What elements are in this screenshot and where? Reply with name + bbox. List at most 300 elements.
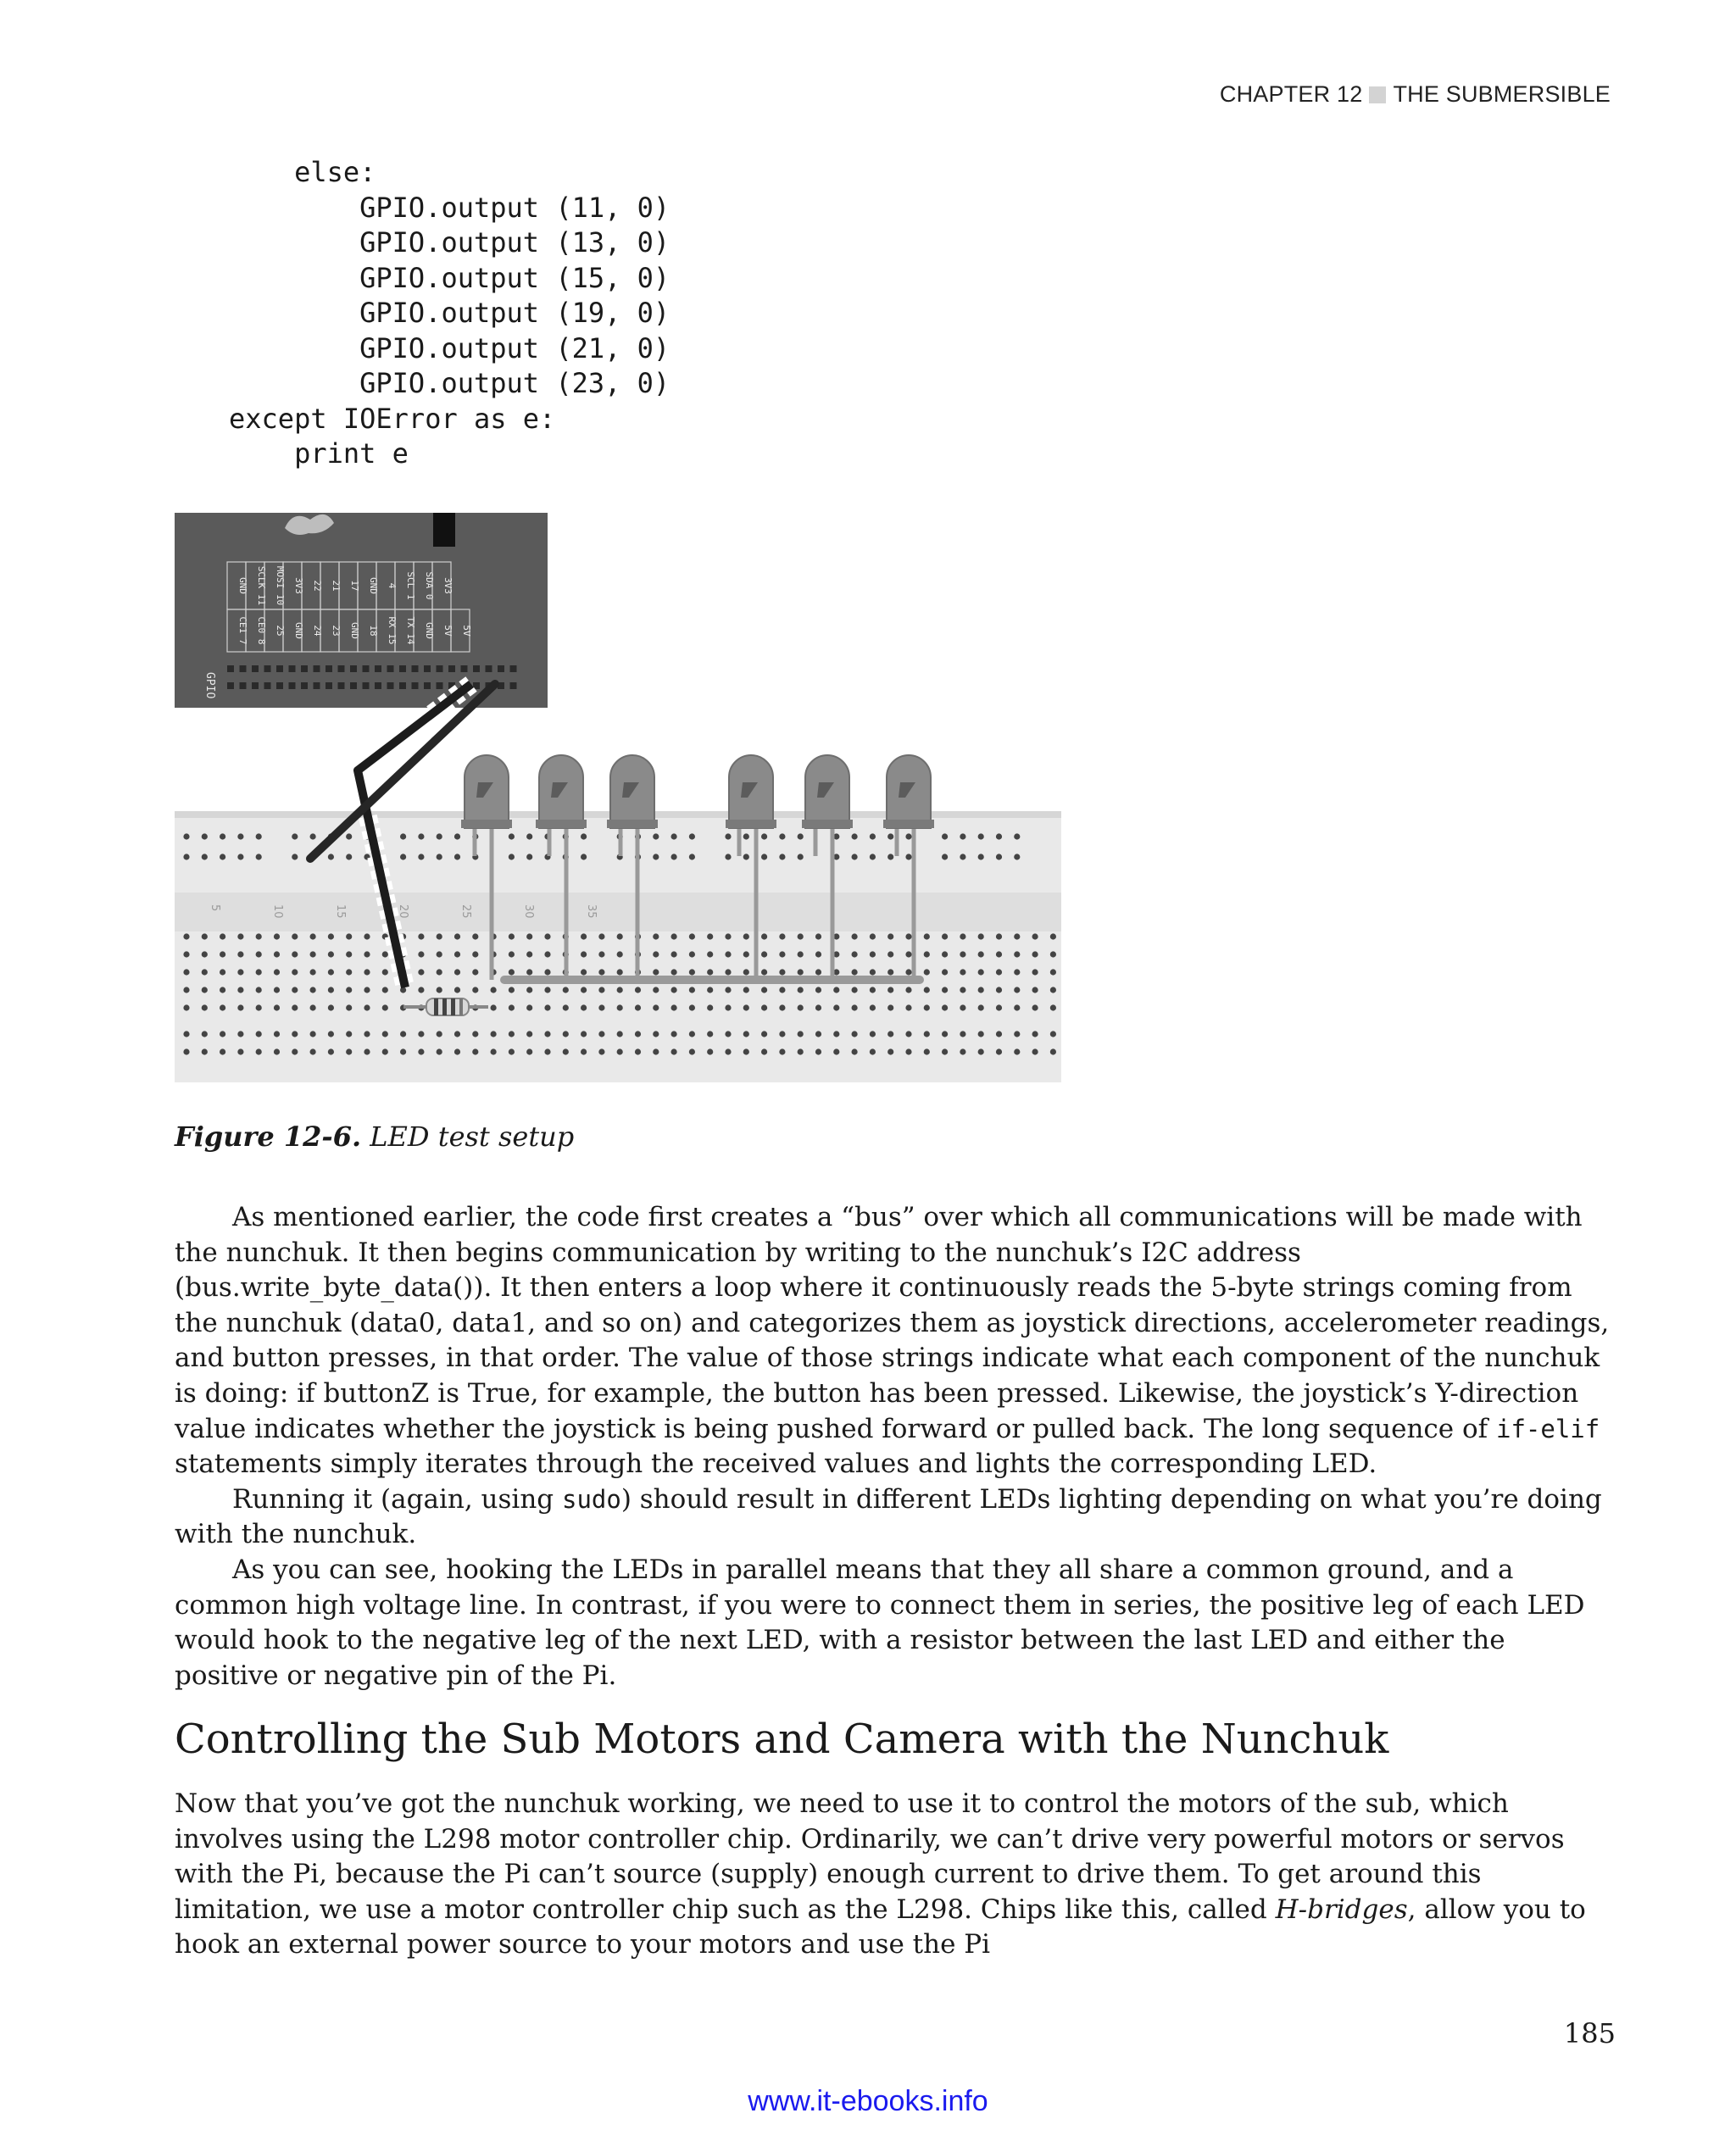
header-pin bbox=[363, 682, 370, 689]
breadboard-hole bbox=[292, 987, 298, 993]
breadboard-hole bbox=[671, 951, 677, 957]
header-pin bbox=[387, 682, 394, 689]
breadboard-hole bbox=[472, 1048, 478, 1054]
breadboard-hole bbox=[798, 854, 804, 859]
breadboard-hole bbox=[256, 833, 262, 839]
breadboard-hole bbox=[779, 951, 785, 957]
header-pin bbox=[498, 665, 504, 672]
pin-label: CE0 8 bbox=[256, 616, 267, 645]
header-pin bbox=[437, 665, 443, 672]
breadboard-hole bbox=[924, 1031, 930, 1037]
breadboard-hole bbox=[274, 933, 280, 939]
figure-caption bbox=[175, 1121, 574, 1153]
column-number: 20 bbox=[397, 904, 409, 919]
header-pin bbox=[412, 682, 419, 689]
pin-label: 25 bbox=[275, 625, 286, 637]
breadboard-hole bbox=[761, 951, 767, 957]
breadboard-hole bbox=[978, 987, 984, 993]
breadboard-hole bbox=[671, 987, 677, 993]
breadboard-hole bbox=[544, 1048, 550, 1054]
column-number: 5 bbox=[209, 904, 221, 912]
breadboard-hole bbox=[237, 833, 243, 839]
breadboard-hole bbox=[563, 1031, 569, 1037]
breadboard-hole bbox=[707, 1004, 713, 1010]
pin-label: RX 15 bbox=[387, 616, 398, 645]
breadboard-hole bbox=[653, 854, 659, 859]
breadboard-hole bbox=[1032, 951, 1038, 957]
breadboard-hole bbox=[1032, 987, 1038, 993]
breadboard-hole bbox=[689, 833, 695, 839]
pin-label: 5V bbox=[461, 625, 472, 637]
breadboard-hole bbox=[346, 969, 352, 975]
led bbox=[883, 755, 934, 828]
breadboard-hole bbox=[798, 1031, 804, 1037]
breadboard-hole bbox=[635, 1004, 641, 1010]
breadboard-hole bbox=[1050, 1004, 1056, 1010]
breadboard-hole bbox=[653, 933, 659, 939]
breadboard-hole bbox=[526, 987, 532, 993]
breadboard-hole bbox=[798, 951, 804, 957]
pin-label: SCL 1 bbox=[405, 571, 416, 600]
breadboard-hole bbox=[743, 854, 749, 859]
breadboard-hole bbox=[905, 1048, 911, 1054]
breadboard-hole bbox=[689, 1031, 695, 1037]
breadboard-hole bbox=[292, 854, 298, 859]
breadboard-hole bbox=[779, 1004, 785, 1010]
breadboard-hole bbox=[544, 1031, 550, 1037]
breadboard-hole bbox=[798, 987, 804, 993]
breadboard-hole bbox=[292, 969, 298, 975]
breadboard-hole bbox=[833, 1031, 839, 1037]
caption-label: Figure 12-6. bbox=[175, 1121, 362, 1153]
breadboard-hole bbox=[707, 933, 713, 939]
breadboard-hole bbox=[400, 833, 406, 839]
breadboard-hole bbox=[346, 951, 352, 957]
breadboard-hole bbox=[310, 987, 316, 993]
breadboard-hole bbox=[996, 933, 1002, 939]
breadboard-hole bbox=[761, 987, 767, 993]
header-pin bbox=[399, 665, 406, 672]
code-line: else: bbox=[229, 156, 376, 188]
breadboard-hole bbox=[310, 1048, 316, 1054]
breadboard-hole bbox=[382, 1048, 388, 1054]
breadboard-hole bbox=[437, 933, 442, 939]
led bbox=[607, 755, 658, 828]
breadboard-hole bbox=[852, 1048, 858, 1054]
breadboard-hole bbox=[905, 987, 911, 993]
breadboard-hole bbox=[887, 951, 893, 957]
breadboard-hole bbox=[743, 969, 749, 975]
breadboard-hole bbox=[364, 969, 370, 975]
header-pin bbox=[264, 682, 271, 689]
breadboard-hole bbox=[454, 933, 460, 939]
breadboard-hole bbox=[292, 1031, 298, 1037]
breadboard-hole bbox=[905, 854, 911, 859]
breadboard-hole bbox=[635, 1031, 641, 1037]
breadboard-hole bbox=[978, 1048, 984, 1054]
breadboard-hole bbox=[815, 987, 821, 993]
breadboard-hole bbox=[509, 969, 515, 975]
header-pin bbox=[375, 682, 381, 689]
breadboard-hole bbox=[328, 854, 334, 859]
breadboard-hole bbox=[1014, 987, 1020, 993]
breadboard-hole bbox=[978, 969, 984, 975]
breadboard-hole bbox=[237, 969, 243, 975]
breadboard-hole bbox=[617, 969, 623, 975]
breadboard-hole bbox=[960, 1048, 965, 1054]
breadboard-hole bbox=[996, 1048, 1002, 1054]
breadboard-hole bbox=[581, 1048, 587, 1054]
breadboard-hole bbox=[707, 1031, 713, 1037]
breadboard-hole bbox=[454, 854, 460, 859]
breadboard-hole bbox=[924, 1048, 930, 1054]
pin-label: 5V bbox=[442, 625, 453, 637]
breadboard-hole bbox=[887, 987, 893, 993]
breadboard-hole bbox=[256, 1004, 262, 1010]
breadboard-hole bbox=[310, 933, 316, 939]
header-pin bbox=[338, 682, 345, 689]
header-pin bbox=[314, 665, 320, 672]
breadboard-hole bbox=[743, 933, 749, 939]
breadboard-hole bbox=[202, 933, 208, 939]
breadboard-hole bbox=[526, 933, 532, 939]
breadboard-hole bbox=[798, 969, 804, 975]
breadboard-hole bbox=[581, 951, 587, 957]
header-pin bbox=[240, 665, 247, 672]
ground-wire bbox=[500, 976, 924, 984]
breadboard-hole bbox=[526, 1004, 532, 1010]
paragraph-text: Now that you’ve got the nunchuk working, we need to use it to control the motors of the sub, which involves using the L298 motor controller chip. Ordinarily, we can’t drive very powerful motors or servos with the Pi, because the Pi can’t source (supply) enough current to drive them. To get around this limitation, we use a motor controller chip such as the L298. Chips like this, called bbox=[175, 1788, 1565, 1925]
led bbox=[536, 755, 587, 828]
header-pin bbox=[276, 665, 283, 672]
breadboard-hole bbox=[346, 1004, 352, 1010]
breadboard-hole bbox=[1014, 1004, 1020, 1010]
breadboard-hole bbox=[671, 1048, 677, 1054]
breadboard-hole bbox=[292, 833, 298, 839]
paragraph: As you can see, hooking the LEDs in parallel means that they all share a common ground, and a common high voltage line. In contrast, if you were to connect them in series, the positive leg of each LED would hook to the negative leg of the next LED, with a resistor between the last LED and either the positive or negative pin of the Pi. bbox=[175, 1554, 1585, 1691]
breadboard-hole bbox=[870, 1004, 876, 1010]
breadboard-hole bbox=[887, 933, 893, 939]
breadboard-hole bbox=[1014, 854, 1020, 859]
column-number: 15 bbox=[334, 904, 347, 919]
header-pin bbox=[326, 665, 332, 672]
breadboard-hole bbox=[942, 1004, 948, 1010]
header-pin bbox=[424, 665, 431, 672]
breadboard-hole bbox=[418, 969, 424, 975]
breadboard-hole bbox=[743, 1031, 749, 1037]
breadboard-hole bbox=[328, 1004, 334, 1010]
breadboard-hole bbox=[274, 951, 280, 957]
breadboard-hole bbox=[725, 833, 731, 839]
column-number: 35 bbox=[585, 904, 598, 919]
paragraph-text: Running it (again, using bbox=[232, 1483, 562, 1515]
breadboard-hole bbox=[509, 933, 515, 939]
breadboard-hole bbox=[310, 1031, 316, 1037]
breadboard-hole bbox=[454, 951, 460, 957]
breadboard-hole bbox=[526, 833, 532, 839]
breadboard-hole bbox=[1032, 1048, 1038, 1054]
breadboard-hole bbox=[905, 951, 911, 957]
breadboard-hole bbox=[598, 969, 604, 975]
breadboard-hole bbox=[598, 933, 604, 939]
breadboard-hole bbox=[1014, 969, 1020, 975]
breadboard-center-channel bbox=[175, 893, 1061, 931]
breadboard-hole bbox=[437, 833, 442, 839]
breadboard-hole bbox=[183, 987, 189, 993]
breadboard-hole bbox=[509, 1004, 515, 1010]
header-pin bbox=[264, 665, 271, 672]
breadboard-hole bbox=[274, 987, 280, 993]
breadboard-hole bbox=[1050, 1031, 1056, 1037]
breadboard-hole bbox=[761, 969, 767, 975]
column-number: 30 bbox=[522, 904, 535, 919]
led bbox=[802, 755, 853, 828]
header-pin bbox=[437, 682, 443, 689]
breadboard-hole bbox=[833, 1004, 839, 1010]
breadboard-hole bbox=[183, 1004, 189, 1010]
breadboard-hole bbox=[274, 1004, 280, 1010]
breadboard-hole bbox=[256, 951, 262, 957]
breadboard-hole bbox=[544, 987, 550, 993]
breadboard-hole bbox=[364, 933, 370, 939]
breadboard-hole bbox=[689, 854, 695, 859]
breadboard-hole bbox=[942, 969, 948, 975]
breadboard-hole bbox=[1014, 1048, 1020, 1054]
breadboard-hole bbox=[960, 969, 965, 975]
breadboard-hole bbox=[1014, 951, 1020, 957]
breadboard-hole bbox=[942, 933, 948, 939]
breadboard-hole bbox=[346, 1048, 352, 1054]
pin-label: 3V3 bbox=[442, 577, 453, 594]
breadboard-hole bbox=[707, 1048, 713, 1054]
breadboard-hole bbox=[418, 951, 424, 957]
breadboard-hole bbox=[978, 1031, 984, 1037]
breadboard-hole bbox=[400, 1048, 406, 1054]
header-pin bbox=[240, 682, 247, 689]
emphasis-text: H-bridges bbox=[1275, 1894, 1408, 1925]
chapter-title: THE SUBMERSIBLE bbox=[1393, 81, 1611, 107]
breadboard-hole bbox=[292, 1048, 298, 1054]
header-pin bbox=[363, 665, 370, 672]
breadboard-hole bbox=[725, 1031, 731, 1037]
breadboard-hole bbox=[509, 951, 515, 957]
caption-text: LED test setup bbox=[370, 1121, 575, 1153]
breadboard-hole bbox=[887, 854, 893, 859]
breadboard-hole bbox=[798, 1004, 804, 1010]
breadboard-hole bbox=[887, 1031, 893, 1037]
breadboard-hole bbox=[815, 1004, 821, 1010]
breadboard-hole bbox=[237, 1031, 243, 1037]
breadboard-hole bbox=[418, 1031, 424, 1037]
pin-label: MOSI 10 bbox=[275, 565, 286, 606]
breadboard-hole bbox=[183, 1031, 189, 1037]
breadboard-hole bbox=[905, 833, 911, 839]
header-pin bbox=[448, 665, 455, 672]
pin-label: SCLK 11 bbox=[256, 565, 267, 606]
breadboard-hole bbox=[852, 1004, 858, 1010]
breadboard-hole bbox=[942, 1031, 948, 1037]
section-heading: Controlling the Sub Motors and Camera with the Nunchuk bbox=[175, 1716, 1389, 1763]
breadboard-hole bbox=[617, 987, 623, 993]
breadboard-hole bbox=[689, 969, 695, 975]
breadboard-hole bbox=[418, 1048, 424, 1054]
breadboard-hole bbox=[761, 833, 767, 839]
breadboard-hole bbox=[364, 951, 370, 957]
breadboard-hole bbox=[779, 833, 785, 839]
breadboard-hole bbox=[437, 969, 442, 975]
pin-label: 17 bbox=[349, 580, 360, 592]
code-line: GPIO.output (19, 0) bbox=[229, 297, 670, 329]
breadboard-hole bbox=[237, 933, 243, 939]
breadboard-hole bbox=[526, 951, 532, 957]
breadboard-hole bbox=[924, 1004, 930, 1010]
breadboard-hole bbox=[942, 854, 948, 859]
breadboard-hole bbox=[924, 951, 930, 957]
separator-square bbox=[1369, 86, 1386, 103]
breadboard-hole bbox=[707, 969, 713, 975]
footer-link[interactable]: www.it-ebooks.info bbox=[748, 2085, 988, 2117]
breadboard-hole bbox=[815, 933, 821, 939]
breadboard-hole bbox=[671, 1004, 677, 1010]
breadboard-hole bbox=[581, 933, 587, 939]
breadboard-hole bbox=[942, 987, 948, 993]
breadboard-hole bbox=[328, 987, 334, 993]
breadboard-hole bbox=[400, 1031, 406, 1037]
breadboard-hole bbox=[761, 1004, 767, 1010]
breadboard-hole bbox=[815, 1048, 821, 1054]
breadboard-hole bbox=[996, 1004, 1002, 1010]
header-pin bbox=[227, 682, 234, 689]
breadboard-hole bbox=[220, 833, 225, 839]
breadboard-hole bbox=[852, 933, 858, 939]
breadboard-hole bbox=[852, 987, 858, 993]
breadboard-hole bbox=[833, 987, 839, 993]
breadboard-hole bbox=[237, 951, 243, 957]
breadboard-hole bbox=[364, 1031, 370, 1037]
breadboard-hole bbox=[544, 969, 550, 975]
breadboard-hole bbox=[725, 933, 731, 939]
breadboard-hole bbox=[454, 1048, 460, 1054]
paragraph-text: statements simply iterates through the received values and lights the corresponding LED. bbox=[175, 1449, 1377, 1480]
breadboard-hole bbox=[509, 987, 515, 993]
breadboard-hole bbox=[509, 854, 515, 859]
header-pin bbox=[314, 682, 320, 689]
header-pin bbox=[424, 682, 431, 689]
pin-label: SDA 0 bbox=[424, 571, 435, 600]
breadboard-hole bbox=[437, 987, 442, 993]
breadboard-hole bbox=[960, 933, 965, 939]
breadboard-hole bbox=[563, 1048, 569, 1054]
pin-label: 24 bbox=[312, 625, 323, 637]
breadboard-hole bbox=[491, 1004, 497, 1010]
breadboard-hole bbox=[635, 987, 641, 993]
breadboard-hole bbox=[942, 1048, 948, 1054]
breadboard-hole bbox=[472, 951, 478, 957]
header-pin bbox=[510, 682, 517, 689]
breadboard-hole bbox=[509, 1031, 515, 1037]
breadboard-hole bbox=[671, 1031, 677, 1037]
breadboard-hole bbox=[960, 854, 965, 859]
paragraph-text: , allow you to hook an external power source to your motors and use the Pi bbox=[175, 1894, 1586, 1960]
breadboard-hole bbox=[509, 1048, 515, 1054]
header-pin bbox=[301, 665, 308, 672]
breadboard-hole bbox=[183, 951, 189, 957]
breadboard-hole bbox=[689, 1004, 695, 1010]
breadboard-hole bbox=[870, 951, 876, 957]
header-pin bbox=[350, 665, 357, 672]
breadboard-hole bbox=[978, 833, 984, 839]
breadboard-hole bbox=[996, 854, 1002, 859]
breadboard-hole bbox=[437, 1031, 442, 1037]
page-number: 185 bbox=[1563, 2017, 1616, 2049]
breadboard-hole bbox=[237, 854, 243, 859]
breadboard-hole bbox=[220, 987, 225, 993]
breadboard-hole bbox=[563, 1004, 569, 1010]
header-pin bbox=[301, 682, 308, 689]
breadboard-hole bbox=[274, 1031, 280, 1037]
pin-label: TX 14 bbox=[405, 616, 416, 645]
breadboard-hole bbox=[202, 1048, 208, 1054]
breadboard-hole bbox=[346, 1031, 352, 1037]
header-pin bbox=[326, 682, 332, 689]
breadboard-hole bbox=[1050, 1048, 1056, 1054]
breadboard-hole bbox=[346, 933, 352, 939]
breadboard-hole bbox=[220, 1004, 225, 1010]
breadboard-hole bbox=[725, 987, 731, 993]
breadboard-hole bbox=[202, 969, 208, 975]
breadboard-hole bbox=[761, 933, 767, 939]
breadboard-hole bbox=[220, 1031, 225, 1037]
breadboard-hole bbox=[996, 833, 1002, 839]
pin-label: 23 bbox=[331, 625, 342, 637]
breadboard-hole bbox=[1014, 1031, 1020, 1037]
breadboard-hole bbox=[256, 854, 262, 859]
breadboard-hole bbox=[996, 1031, 1002, 1037]
breadboard-hole bbox=[725, 1048, 731, 1054]
breadboard-hole bbox=[509, 833, 515, 839]
breadboard-hole bbox=[183, 1048, 189, 1054]
paragraph bbox=[175, 1482, 1616, 1553]
paragraph bbox=[175, 1200, 1616, 1482]
breadboard-hole bbox=[761, 1031, 767, 1037]
breadboard-hole bbox=[870, 933, 876, 939]
breadboard-hole bbox=[653, 1004, 659, 1010]
breadboard-hole bbox=[581, 833, 587, 839]
breadboard-hole bbox=[617, 1004, 623, 1010]
breadboard-hole bbox=[779, 933, 785, 939]
breadboard-hole bbox=[671, 969, 677, 975]
breadboard-hole bbox=[815, 951, 821, 957]
breadboard-hole bbox=[382, 951, 388, 957]
breadboard-hole bbox=[183, 933, 189, 939]
breadboard-hole bbox=[292, 933, 298, 939]
breadboard-hole bbox=[653, 833, 659, 839]
breadboard-hole bbox=[689, 1048, 695, 1054]
breadboard-hole bbox=[256, 1031, 262, 1037]
breadboard-hole bbox=[237, 1048, 243, 1054]
breadboard-hole bbox=[563, 987, 569, 993]
pin-label: GND bbox=[293, 622, 304, 639]
breadboard-hole bbox=[382, 1031, 388, 1037]
breadboard-hole bbox=[978, 951, 984, 957]
body-text bbox=[175, 1200, 1616, 1693]
breadboard-hole bbox=[202, 854, 208, 859]
breadboard-hole bbox=[202, 1004, 208, 1010]
breadboard-hole bbox=[598, 987, 604, 993]
breadboard-hole bbox=[798, 833, 804, 839]
breadboard-hole bbox=[220, 1048, 225, 1054]
breadboard-hole bbox=[978, 933, 984, 939]
